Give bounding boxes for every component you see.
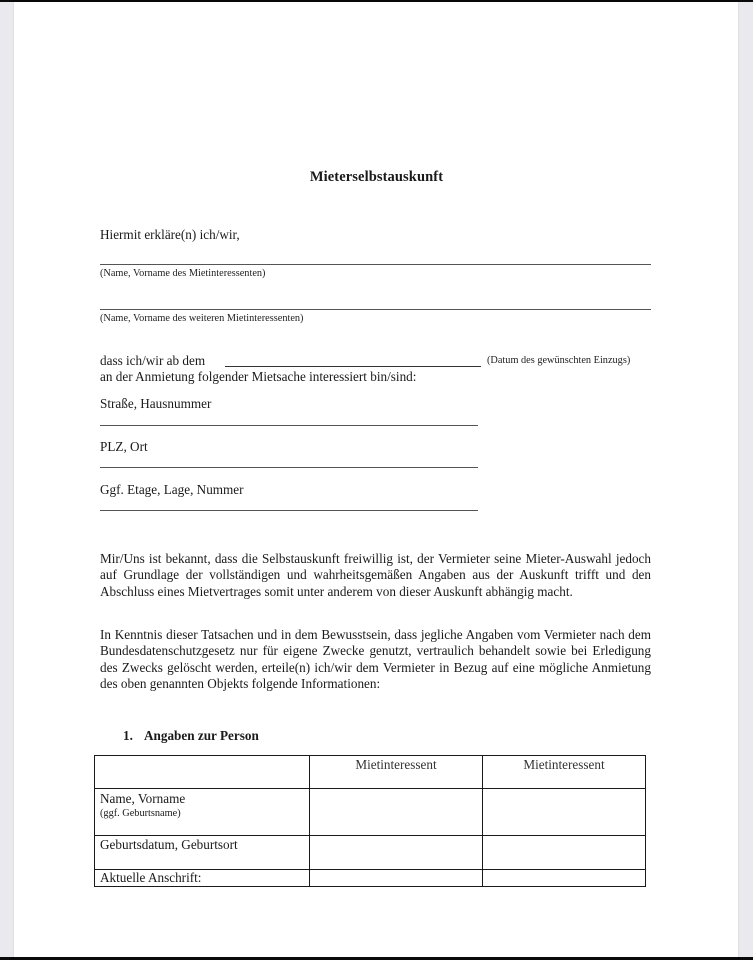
person-details-table	[94, 755, 646, 887]
table-header-empty	[95, 756, 310, 789]
name-field-2-caption: (Name, Vorname des weiteren Mietinteressenten)	[100, 313, 304, 324]
name-field-2-line[interactable]	[100, 309, 651, 310]
name-applicant-1-cell[interactable]	[310, 789, 483, 836]
street-label: Straße, Hausnummer	[100, 396, 212, 411]
row-sublabel-birthname: (ggf. Geburtsname)	[100, 808, 181, 819]
postcode-city-field-line[interactable]	[100, 467, 478, 468]
section-number: 1.	[123, 728, 133, 743]
row-label-name	[95, 789, 310, 836]
table-header-applicant-1: Mietinteressent	[310, 756, 483, 789]
name-field-1-caption: (Name, Vorname des Mietinteressenten)	[100, 268, 266, 279]
floor-location-field-line[interactable]	[100, 510, 478, 511]
document-title: Mieterselbstauskunft	[309, 169, 444, 185]
birth-applicant-1-cell[interactable]	[310, 836, 483, 870]
move-in-continuation: an der Anmietung folgender Mietsache interessiert bin/sind:	[100, 369, 417, 384]
postcode-city-label: PLZ, Ort	[100, 439, 148, 454]
address-applicant-1-cell[interactable]	[310, 870, 483, 887]
table-row	[95, 789, 646, 836]
move-in-caption: (Datum des gewünschten Einzugs)	[487, 355, 631, 366]
street-field-line[interactable]	[100, 425, 478, 426]
consent-paragraph-2: In Kenntnis dieser Tatsachen und in dem Bewusstsein, dass jegliche Angaben vom Vermieter nach dem Bundesdatenschutzgesetz nur für eigene Zwecke genutzt, vertraulich behandelt sowie bei Erledigung des Zwecks gelöscht werden, erteile(n) ich/wir dem Vermieter in Bezug auf eine mögliche Anmietung des oben genannten Objekts folgende Informationen:	[100, 627, 651, 691]
move-in-date-blank[interactable]	[225, 366, 481, 367]
birth-applicant-2-cell[interactable]	[483, 836, 646, 870]
move-in-prefix: dass ich/wir ab dem	[100, 353, 206, 368]
intro-text: Hiermit erkläre(n) ich/wir,	[100, 227, 240, 242]
floor-location-label: Ggf. Etage, Lage, Nummer	[100, 482, 244, 497]
row-label-name-text: Name, Vorname	[100, 791, 186, 806]
address-applicant-2-cell[interactable]	[483, 870, 646, 887]
table-row	[95, 870, 646, 887]
name-field-1-line[interactable]	[100, 264, 651, 265]
row-label-address: Aktuelle Anschrift:	[95, 870, 310, 887]
row-label-birth: Geburtsdatum, Geburtsort	[95, 836, 310, 870]
table-row	[95, 836, 646, 870]
name-applicant-2-cell[interactable]	[483, 789, 646, 836]
consent-paragraph-1: Mir/Uns ist bekannt, dass die Selbstauskunft freiwillig ist, der Vermieter seine Mieter-Auswahl jedoch auf Grundlage der vollständigen und wahrheitsgemäßen Angaben aus der Auskunft trifft und den Abschluss eines Mietvertrages somit unter anderem von dieser Auskunft abhängig macht.	[100, 551, 651, 599]
table-header-applicant-2: Mietinteressent	[483, 756, 646, 789]
section-heading: Angaben zur Person	[144, 728, 259, 743]
table-header-row	[95, 756, 646, 789]
